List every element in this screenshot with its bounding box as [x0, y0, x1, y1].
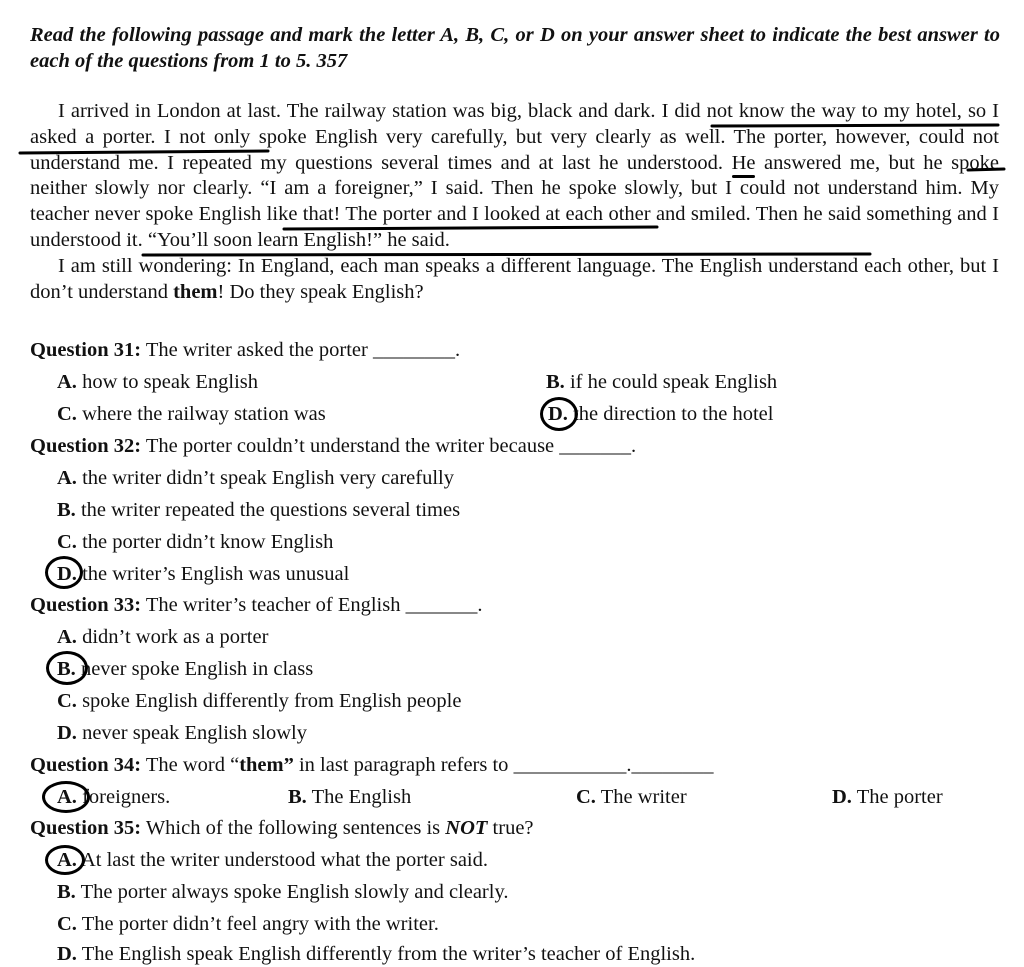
option-letter: A. — [57, 371, 77, 393]
answer-blank: _______. — [559, 435, 637, 457]
option-text: The English — [311, 786, 412, 808]
option-text: the writer didn’t speak English very carefully — [82, 467, 454, 489]
underlined-sentence: Then he said something and I understood it. “You’ll soon learn English!” he said. — [30, 203, 999, 251]
option-letter: A. — [57, 626, 77, 648]
option-32-d[interactable] — [57, 561, 349, 587]
option-letter: D. — [57, 722, 77, 744]
option-letter: C. — [57, 913, 77, 935]
option-34-b[interactable] — [288, 784, 411, 810]
answer-blank: ________. — [372, 339, 461, 361]
question-stem: true? — [492, 817, 534, 839]
option-text: spoke English differently from English people — [82, 690, 462, 712]
question-34 — [30, 752, 713, 778]
option-text: the direction to the hotel — [573, 403, 774, 425]
option-text: At last the writer understood what the porter said. — [80, 849, 488, 871]
option-letter: B. — [546, 371, 565, 393]
question-label: Question 31: — [30, 339, 142, 361]
option-text: never spoke English in class — [80, 658, 314, 680]
underlined-word: He — [731, 151, 756, 174]
option-letter: A. — [57, 786, 77, 808]
option-33-d[interactable] — [57, 720, 307, 746]
question-35 — [30, 815, 534, 841]
option-letter: D. — [57, 563, 77, 585]
option-31-a[interactable] — [57, 369, 258, 395]
option-32-c[interactable] — [57, 529, 333, 555]
option-letter: C. — [57, 403, 77, 425]
passage-sentence: I arrived in London at last. The railway station was big, black and dark. — [58, 100, 656, 122]
option-text: The English speak English differently from the writer’s teacher of English. — [81, 943, 696, 965]
underlined-sentence: I did not know the way to my hotel, so I asked a porter. — [30, 100, 1000, 148]
passage-paragraph-2 — [30, 254, 999, 306]
question-33 — [30, 592, 482, 618]
question-32 — [30, 433, 636, 459]
passage-sentence: answered me, but he spoke neither slowly nor clearly. “I am a foreigner,” I said. Then he spoke slowly, but I could not understand him. — [30, 151, 999, 200]
option-letter: D. — [832, 786, 852, 808]
option-31-d[interactable] — [548, 401, 773, 427]
option-letter: B. — [57, 881, 76, 903]
passage-paragraph-1 — [30, 99, 999, 254]
bold-word: NOT — [445, 817, 488, 839]
question-label: Question 34: — [30, 754, 142, 776]
option-text: the porter didn’t know English — [82, 531, 334, 553]
option-text: where the railway station was — [82, 403, 326, 425]
option-35-c[interactable] — [57, 911, 439, 937]
option-text: The porter didn’t feel angry with the writer. — [81, 913, 439, 935]
question-stem: The writer’s teacher of English — [145, 594, 401, 616]
option-letter: B. — [57, 499, 76, 521]
option-text: if he could speak English — [569, 371, 778, 393]
option-text: The porter always spoke English slowly and clearly. — [80, 881, 509, 903]
question-stem: in last paragraph refers to — [298, 754, 509, 776]
question-stem: The porter couldn’t understand the writer because — [145, 435, 555, 457]
question-stem: The word “ — [145, 754, 240, 776]
question-label: Question 35: — [30, 817, 142, 839]
option-33-c[interactable] — [57, 688, 461, 714]
option-31-c[interactable] — [57, 401, 326, 427]
instruction: Read the following passage and mark the letter A, B, C, or D on your answer sheet to indicate the best answer to each of the questions from 1 to 5. 357 — [30, 24, 1000, 72]
option-letter: A. — [57, 467, 77, 489]
option-text: the writer’s English was unusual — [82, 563, 350, 585]
option-letter: D. — [548, 403, 568, 425]
option-letter: B. — [57, 658, 76, 680]
option-letter: B. — [288, 786, 307, 808]
option-35-a[interactable] — [57, 847, 488, 873]
answer-circle-31 — [540, 397, 578, 431]
option-text: never speak English slowly — [82, 722, 307, 744]
option-34-d[interactable] — [832, 784, 943, 810]
option-35-b[interactable] — [57, 879, 509, 905]
question-label: Question 33: — [30, 594, 142, 616]
reading-passage — [30, 99, 999, 305]
option-letter: C. — [57, 531, 77, 553]
option-text: The writer — [600, 786, 687, 808]
question-31 — [30, 337, 460, 363]
option-32-b[interactable] — [57, 497, 460, 523]
option-text: The porter — [856, 786, 943, 808]
option-33-b[interactable] — [57, 656, 313, 682]
option-letter: A. — [57, 849, 77, 871]
answer-blank: _______. — [405, 594, 483, 616]
option-33-a[interactable] — [57, 624, 268, 650]
option-letter: D. — [57, 943, 77, 965]
passage-sentence: ! Do they speak English? — [217, 280, 424, 303]
passage-sentence: The porter and I looked at each other and smiled. — [345, 203, 751, 226]
option-letter: C. — [576, 786, 596, 808]
option-text: how to speak English — [82, 371, 259, 393]
passage-sentence: I not only spoke English very carefully, but very clearly as well. The porter, however, could not understand me. I repeated my questions several times and at last he understood. — [30, 125, 999, 174]
option-text: didn’t work as a porter — [82, 626, 269, 648]
option-31-b[interactable] — [546, 369, 777, 395]
answer-circle-35 — [45, 845, 85, 875]
bold-word: them” — [239, 754, 294, 776]
option-letter: C. — [57, 690, 77, 712]
option-32-a[interactable] — [57, 465, 454, 491]
question-stem: Which of the following sentences is — [145, 817, 441, 839]
answer-circle-33 — [46, 651, 88, 685]
answer-blank: ___________.________ — [513, 754, 714, 776]
option-text: the writer repeated the questions several times — [80, 499, 461, 521]
question-label: Question 32: — [30, 435, 142, 457]
option-35-d[interactable] — [57, 941, 695, 967]
answer-circle-34 — [42, 781, 90, 813]
question-stem: The writer asked the porter — [145, 339, 368, 361]
underlined-sentence: My teacher never spoke English like that! — [30, 177, 999, 226]
passage-sentence: I am still wondering: In England, each man speaks a different language. The English understand each other, but I don’t understand — [30, 254, 999, 303]
answer-circle-32 — [45, 556, 83, 589]
bold-word: them — [173, 280, 218, 303]
option-text: foreigners. — [82, 786, 171, 808]
option-34-c[interactable] — [576, 784, 687, 810]
